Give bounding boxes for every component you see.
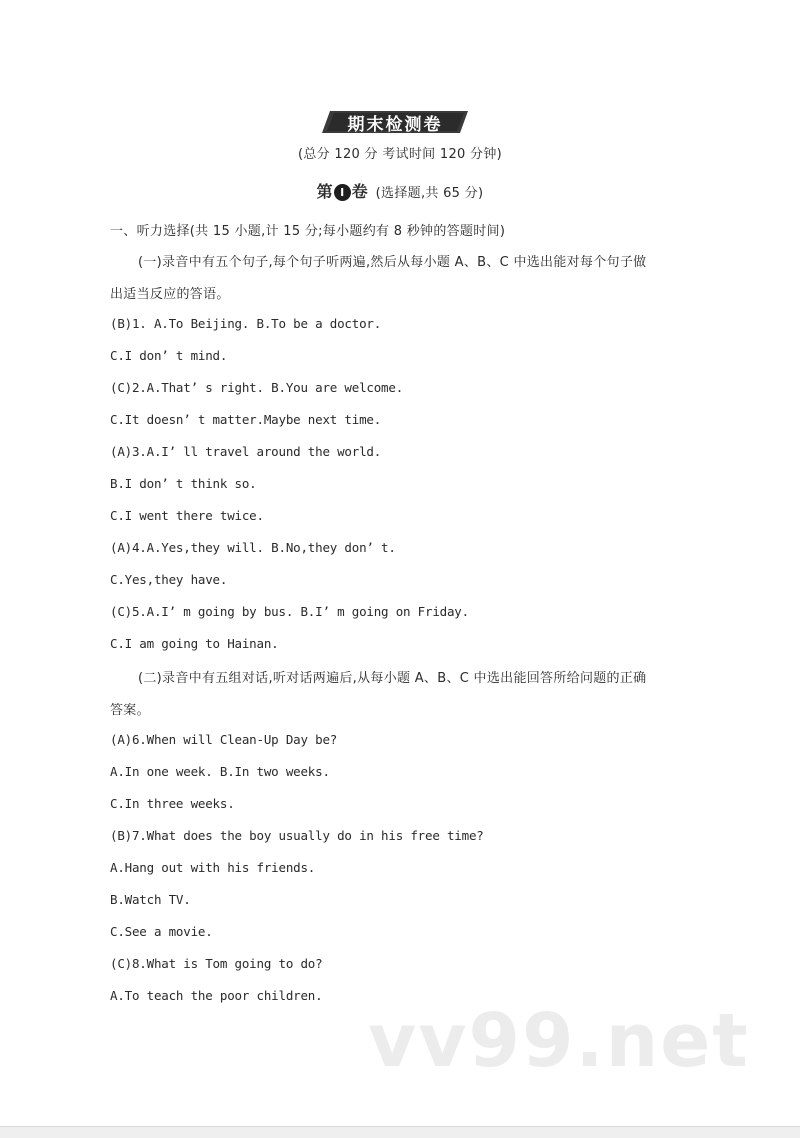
question-line: C.Yes,they have. (110, 572, 228, 587)
title-banner (322, 109, 468, 135)
part-heading (0, 179, 800, 202)
part-roman-badge: I (334, 184, 351, 201)
question-line: C.It doesn’ t matter.Maybe next time. (110, 412, 382, 427)
question-line: (B)1. A.To Beijing. B.To be a doctor. (110, 316, 382, 331)
question-line: C.I don’ t mind. (110, 348, 228, 363)
section-heading: 一、听力选择(共 15 小题,计 15 分;每小题约有 8 秒钟的答题时间) (110, 224, 506, 239)
subsection-2-instruction: (二)录音中有五组对话,听对话两遍后,从每小题 A、B、C 中选出能回答所给问题的正确 (138, 671, 647, 686)
question-line: (B)7.What does the boy usually do in his free time? (110, 828, 484, 843)
part-prefix: 第 (316, 182, 333, 201)
question-line: A.In one week. B.In two weeks. (110, 764, 330, 779)
question-line: (C)8.What is Tom going to do? (110, 956, 323, 971)
subsection-2-instruction-cont: 答案。 (110, 703, 150, 718)
part-suffix: 卷 (351, 182, 368, 201)
question-line: C.See a movie. (110, 924, 213, 939)
question-line: B.I don’ t think so. (110, 476, 257, 491)
question-line: C.I went there twice. (110, 508, 264, 523)
subsection-1-instruction: (一)录音中有五个句子,每个句子听两遍,然后从每小题 A、B、C 中选出能对每个句子做 (138, 255, 647, 270)
page-bottom-edge (0, 1126, 800, 1138)
question-line: (C)2.A.That’ s right. B.You are welcome. (110, 380, 404, 395)
subsection-1-instruction-cont: 出适当反应的答语。 (110, 287, 230, 302)
part-subtitle: (选择题,共 65 分) (375, 186, 484, 201)
question-line: (A)3.A.I’ ll travel around the world. (110, 444, 382, 459)
question-line: (A)6.When will Clean-Up Day be? (110, 732, 338, 747)
question-line: B.Watch TV. (110, 892, 191, 907)
question-line: (C)5.A.I’ m going by bus. B.I’ m going on Friday. (110, 604, 469, 619)
question-line: C.In three weeks. (110, 796, 235, 811)
page-title: 期末检测卷 (347, 114, 443, 135)
watermark: vv99.net (368, 998, 750, 1084)
question-line: A.Hang out with his friends. (110, 860, 316, 875)
exam-subtitle: (总分 120 分 考试时间 120 分钟) (297, 147, 503, 162)
question-line: C.I am going to Hainan. (110, 636, 279, 651)
question-line: A.To teach the poor children. (110, 988, 323, 1003)
question-line: (A)4.A.Yes,they will. B.No,they don’ t. (110, 540, 396, 555)
